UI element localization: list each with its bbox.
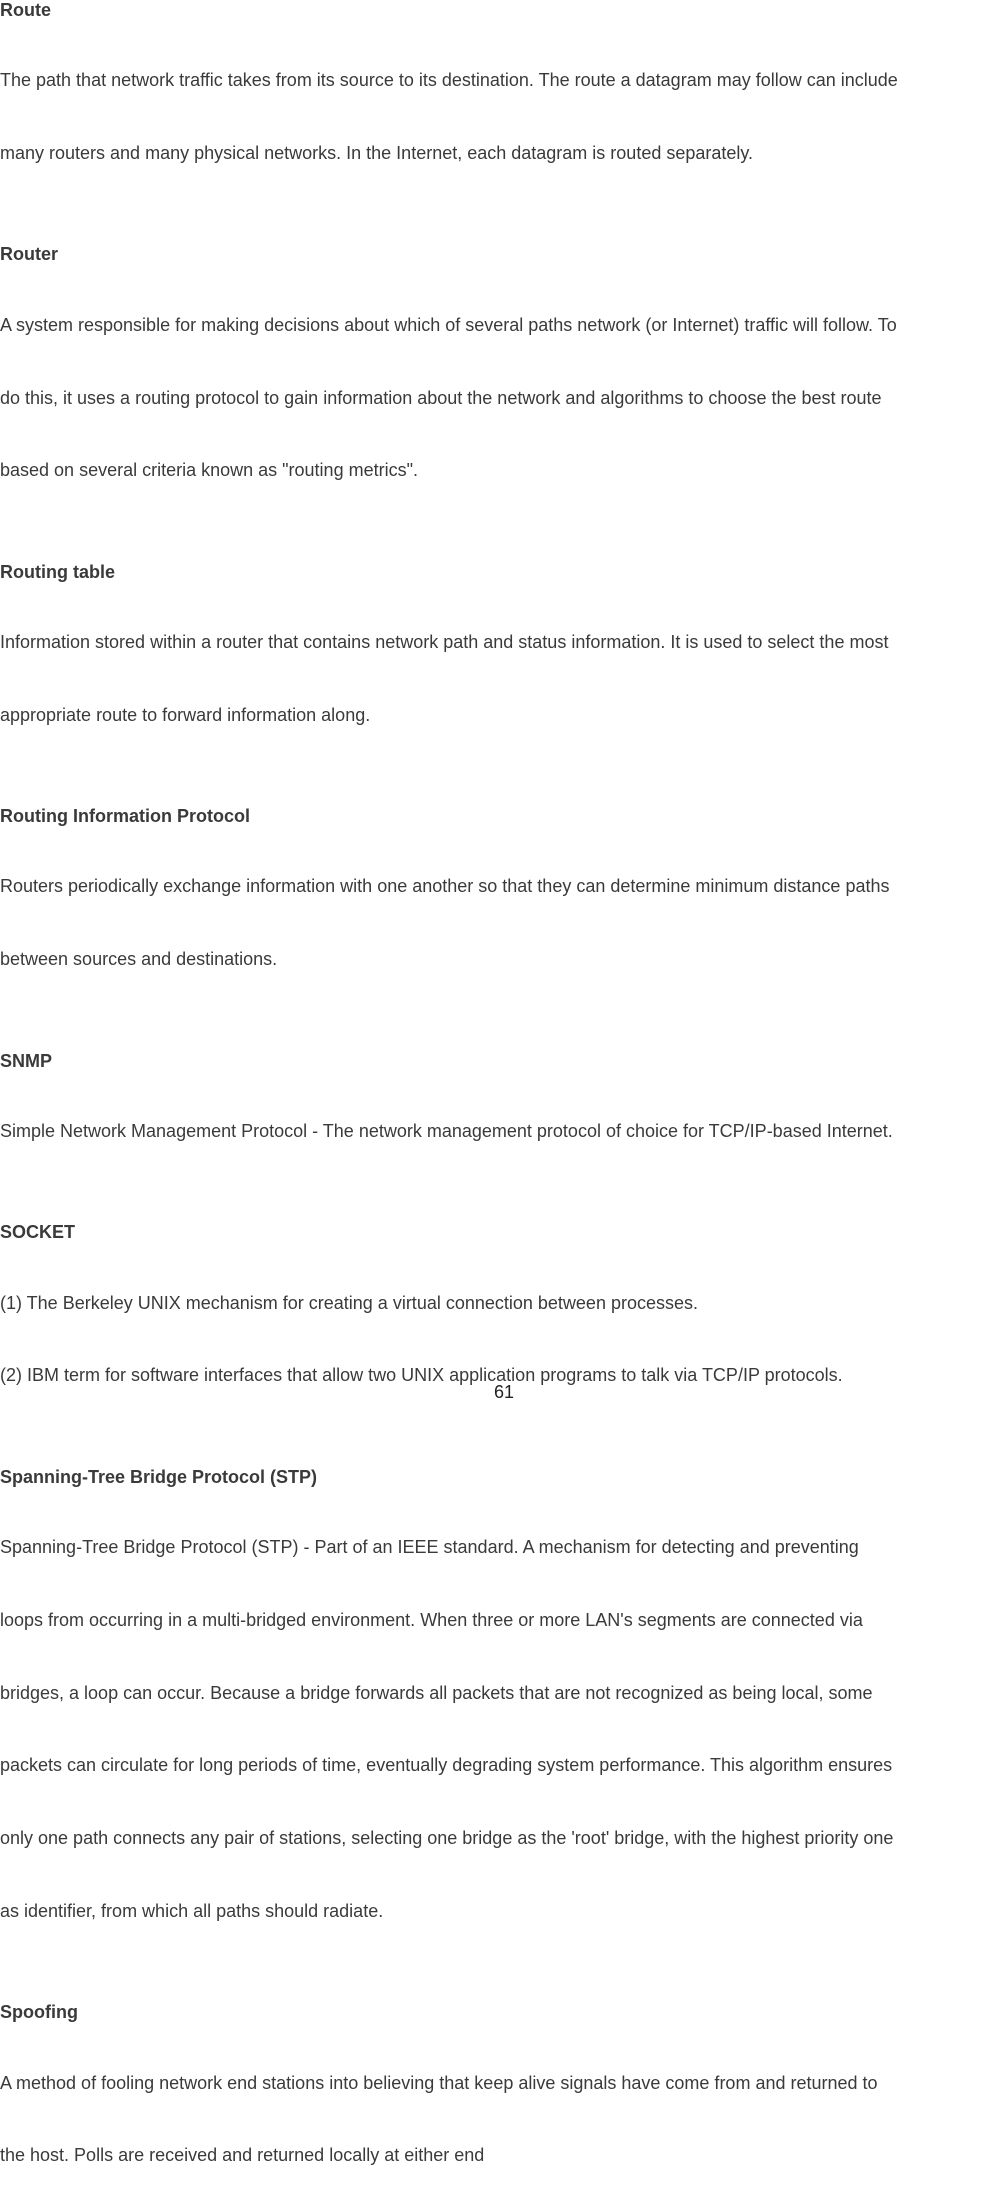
glossary-entry-snmp bbox=[0, 1051, 1008, 1223]
definition-line: Routers periodically exchange information with one another so that they can determine minimum distance paths bbox=[0, 876, 890, 897]
term-definition bbox=[0, 588, 1008, 770]
glossary-entry-socket bbox=[0, 1222, 1008, 1466]
definition-line: as identifier, from which all paths should radiate. bbox=[0, 1901, 384, 1921]
term-heading: Routing Information Protocol bbox=[0, 806, 250, 827]
term-heading: Spanning-Tree Bridge Protocol (STP) bbox=[0, 1466, 318, 1487]
term-definition bbox=[0, 1493, 1008, 1966]
definition-line: bridges, a loop can occur. Because a bridge forwards all packets that are not recognized as being local, some bbox=[0, 1682, 873, 1703]
term-definition bbox=[0, 1248, 1008, 1430]
term-definition bbox=[0, 26, 1008, 208]
term-definition bbox=[0, 832, 1008, 1014]
term-heading: Spoofing bbox=[0, 2002, 78, 2023]
glossary-entry-stp bbox=[0, 1467, 1008, 2003]
definition-line: (2) IBM term for software interfaces that allow two UNIX application programs to talk via TCP/IP protocols. bbox=[0, 1365, 843, 1386]
definition-line: many routers and many physical networks. In the Internet, each datagram is routed separately. bbox=[0, 143, 754, 164]
definition-line: loops from occurring in a multi-bridged environment. When three or more LAN's segments are connected via bbox=[0, 1609, 863, 1630]
definition-line: only one path connects any pair of stations, selecting one bridge as the 'root' bridge, with the highest priority one bbox=[0, 1828, 894, 1849]
definition-line: appropriate route to forward information along. bbox=[0, 704, 371, 725]
definition-line: Spanning-Tree Bridge Protocol (STP) - Part of an IEEE standard. A mechanism for detecting and preventing bbox=[0, 1536, 859, 1557]
term-heading: Routing table bbox=[0, 561, 115, 582]
glossary-entry-spoofing bbox=[0, 2002, 1008, 2210]
term-heading: Route bbox=[0, 0, 51, 20]
definition-line: A system responsible for making decisions about which of several paths network (or Internet) traffic will follow. To bbox=[0, 314, 897, 335]
definition-line: Simple Network Management Protocol - The network management protocol of choice for TCP/IP-based Internet. bbox=[0, 1120, 893, 1141]
definition-line: do this, it uses a routing protocol to gain information about the network and algorithms to choose the best route bbox=[0, 387, 882, 408]
term-definition bbox=[0, 1077, 1008, 1186]
definition-line: based on several criteria known as "routing metrics". bbox=[0, 460, 418, 481]
definition-line: packets can circulate for long periods of time, eventually degrading system performance. This algorithm ensures bbox=[0, 1755, 893, 1776]
term-heading: SNMP bbox=[0, 1050, 53, 1071]
definition-line: the host. Polls are received and returned locally at either end bbox=[0, 2145, 485, 2166]
term-heading: SOCKET bbox=[0, 1222, 76, 1243]
term-definition bbox=[0, 270, 1008, 525]
definition-line: The path that network traffic takes from its source to its destination. The route a datagram may follow can include bbox=[0, 70, 898, 91]
definition-line: A method of fooling network end stations into believing that keep alive signals have come from and returned to bbox=[0, 2072, 878, 2093]
glossary-entry-router bbox=[0, 244, 1008, 561]
glossary-entry-route bbox=[0, 0, 1008, 244]
term-heading: Router bbox=[0, 244, 58, 265]
definition-line: between sources and destinations. bbox=[0, 949, 278, 970]
glossary-entry-rip bbox=[0, 806, 1008, 1050]
definition-line: Information stored within a router that contains network path and status information. It is used to select the most bbox=[0, 632, 889, 653]
page-number: 61 bbox=[493, 1382, 515, 1402]
glossary-entry-routing-table bbox=[0, 562, 1008, 806]
definition-line: (1) The Berkeley UNIX mechanism for creating a virtual connection between processes. bbox=[0, 1292, 698, 1313]
term-definition bbox=[0, 2028, 1008, 2210]
